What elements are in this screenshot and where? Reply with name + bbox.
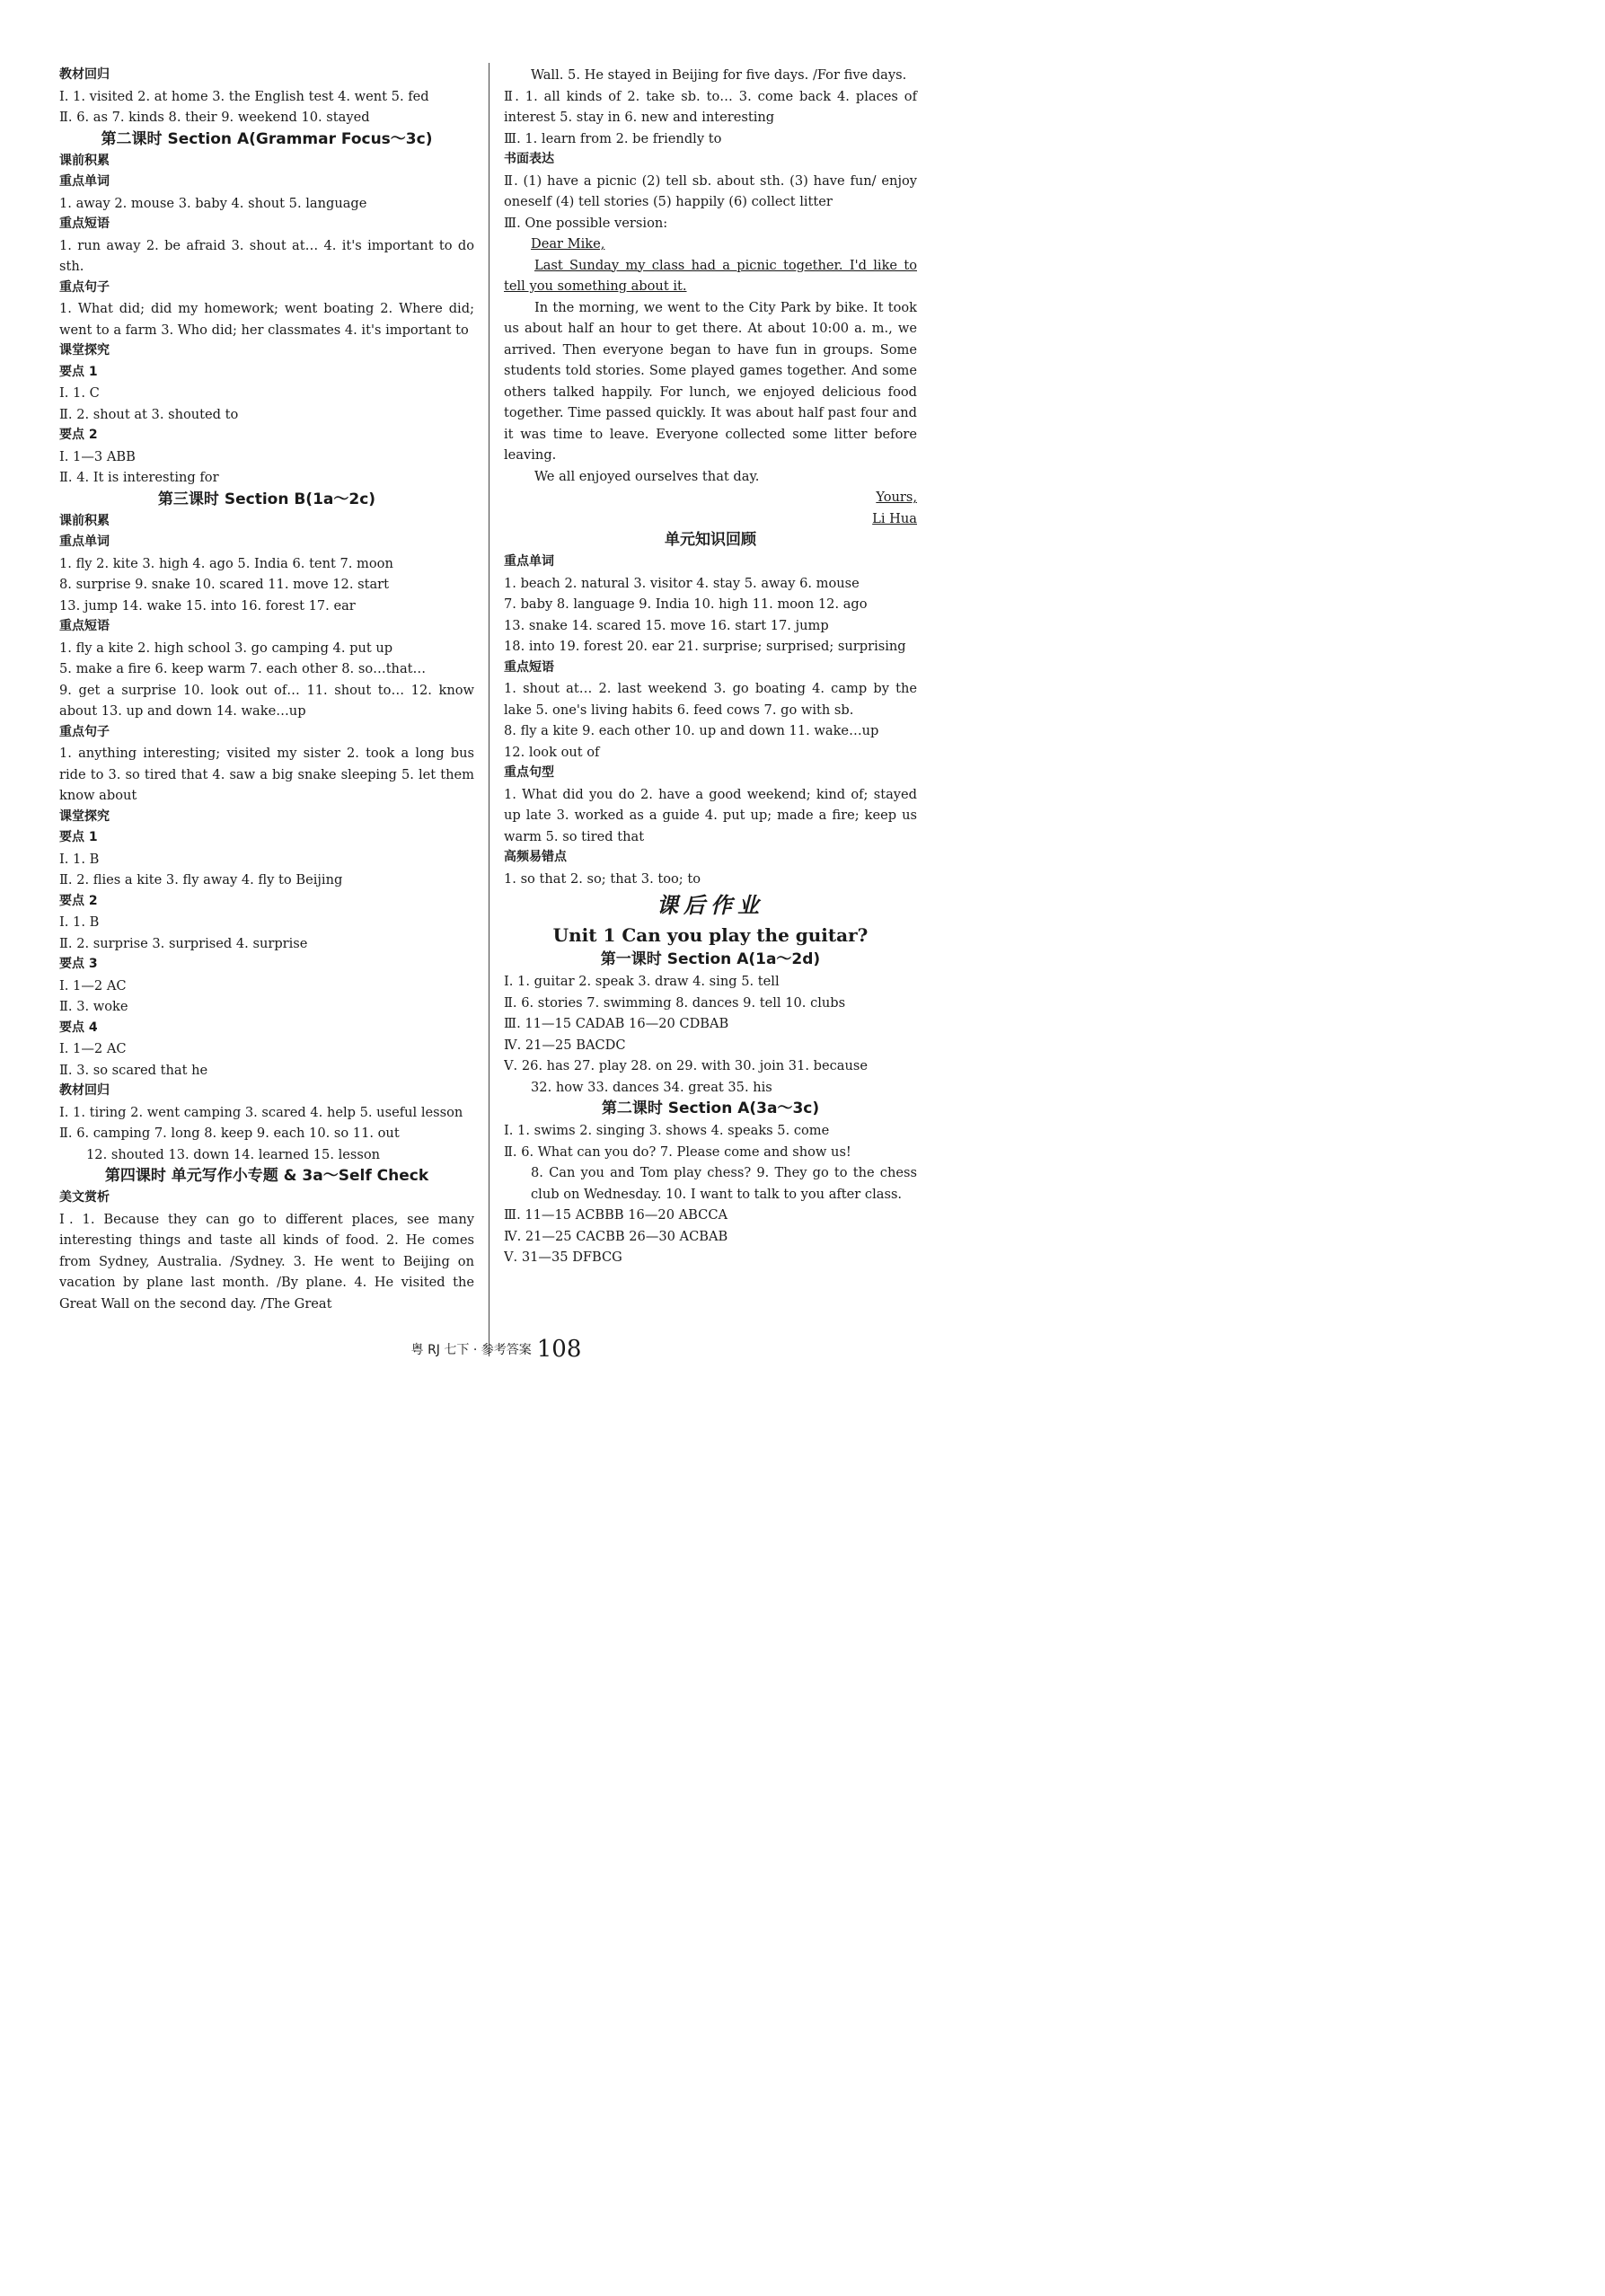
answer-line: Ⅰ. 1. visited 2. at home 3. the English test 4. went 5. fed [59,88,429,104]
footer-label: 粤 RJ 七下 · 参考答案 [410,1343,532,1357]
answer-line: 1. beach 2. natural 3. visitor 4. stay 5. away 6. mouse [504,575,860,591]
letter-signoff [504,508,917,530]
answer-line: Ⅰ. 1—3 ABB [59,448,136,464]
answer-line: 5. make a fire 6. keep warm 7. each other 8. so…that… [59,661,427,676]
answer-line: 1. fly a kite 2. high school 3. go camping 4. put up [59,640,393,656]
section-heading: 要点 3 [59,957,98,971]
lesson-title: 单元知识回顾 [665,531,756,549]
letter-greeting [504,234,917,255]
answer-line: Ⅳ. 21—25 BACDC [504,1037,626,1053]
answer-line: Ⅰ. 1. tiring 2. went camping 3. scared 4. help 5. useful lesson [59,1104,463,1120]
section-heading: 课堂探究 [59,343,110,358]
answer-line: Ⅰ. 1—2 AC [59,1041,127,1056]
answer-paragraph: 1. What did; did my homework; went boating 2. Where did; went to a farm 3. Who did; her classmates 4. it's important to [59,301,474,338]
answer-line: 13. snake 14. scared 15. move 16. start 17. jump [504,617,829,633]
section-heading: 重点单词 [504,554,554,569]
answer-line: Ⅰ. 1—2 AC [59,977,127,993]
answer-line: 1. fly 2. kite 3. high 4. ago 5. India 6. tent 7. moon [59,555,393,571]
answer-paragraph: Ⅰ. 1. Because they can go to different places, see many interesting things and taste all kinds of food. 2. He comes from Sydney, Australia. /Sydney. 3. He went to Beijing on vacation by plane last month. /By plane. 4. He visited the Great Wall on the second day. /The Great [59,1211,474,1311]
section-heading: 重点短语 [59,619,110,633]
answer-line: Ⅰ. 1. B [59,914,100,930]
answer-line: Ⅲ. 11—15 ACBBB 16—20 ABCCA [504,1207,728,1223]
underlined-text: Last Sunday my class had a picnic together. I'd like to tell you something about it. [504,257,917,294]
answer-paragraph: Ⅱ. (1) have a picnic (2) tell sb. about sth. (3) have fun/ enjoy oneself (4) tell stories (5) happily (6) collect litter [504,172,917,209]
answer-line: Ⅰ. 1. C [59,385,100,401]
answer-line: Ⅱ. 4. It is interesting for [59,470,219,485]
page-footer [0,1336,992,1363]
section-heading: 重点句子 [59,724,110,739]
section-heading: 重点句子 [59,279,110,295]
answer-line: 8. fly a kite 9. each other 10. up and down 11. wake…up [504,723,879,738]
section-heading: 要点 2 [59,893,98,908]
answer-paragraph: Wall. 5. He stayed in Beijing for five days. /For five days. [531,67,907,83]
answer-line: Ⅴ. 26. has 27. play 28. on 29. with 30. join 31. because [504,1058,869,1073]
lesson-title: 第三课时 Section B(1a～2c) [157,490,376,508]
answer-paragraph: 1. anything interesting; visited my sister 2. took a long bus ride to 3. so tired that 4. saw a big snake sleeping 5. let them know about [59,746,474,803]
answer-paragraph: 9. get a surprise 10. look out of… 11. shout to… 12. know about 13. up and down 14. wake…up [59,682,474,719]
lesson-title: 第一课时 Section A(1a～2d) [600,950,821,968]
answer-line: Ⅱ. 6. camping 7. long 8. keep 9. each 10. so 11. out [59,1126,400,1141]
answer-line: Ⅱ. 2. surprise 3. surprised 4. surprise [59,935,308,951]
section-heading: 美文赏析 [59,1190,110,1205]
answer-paragraph: Ⅱ. 1. all kinds of 2. take sb. to… 3. come back 4. places of interest 5. stay in 6. new and interesting [504,88,917,125]
section-heading: 课堂探究 [59,808,110,824]
answer-paragraph: 8. Can you and Tom play chess? 9. They go to the chess club on Wednesday. 10. I want to talk to you after class. [531,1165,917,1202]
right-column [504,65,917,1268]
answer-line: 8. surprise 9. snake 10. scared 11. move 12. start [59,577,389,592]
letter-signoff [504,487,917,508]
section-heading: 要点 1 [59,830,98,844]
essay-paragraph: In the morning, we went to the City Park by bike. It took us about half an hour to get there. At about 10:00 a. m., we arrived. Then everyone began to have fun in groups. Some students told stories. Some played games together. And some others talked happily. For lunch, we enjoyed delicious food together. Time passed quickly. It was about half past four and it was time to leave. Everyone collected some litter before leaving. [504,299,917,463]
answer-line: 1. away 2. mouse 3. baby 4. shout 5. language [59,195,367,211]
answer-line: 13. jump 14. wake 15. into 16. forest 17. ear [59,597,356,614]
answer-line: Ⅱ. 6. stories 7. swimming 8. dances 9. tell 10. clubs [504,994,846,1011]
answer-line: 7. baby 8. language 9. India 10. high 11. moon 12. ago [504,596,868,612]
section-heading: 重点单词 [59,534,110,549]
section-heading: 要点 1 [59,364,98,379]
section-heading: 教材回归 [59,67,110,82]
essay-paragraph: We all enjoyed ourselves that day. [534,468,760,484]
lesson-title: 第二课时 Section A(3a～3c) [601,1099,820,1117]
section-heading: 教材回归 [59,1083,110,1098]
section-heading: 重点短语 [504,659,554,675]
answer-paragraph: 18. into 19. forest 20. ear 21. surprise; surprised; surprising [504,639,906,654]
answer-line: 32. how 33. dances 34. great 35. his [531,1079,772,1095]
underlined-text: Li Hua [872,510,917,526]
lesson-title: 第四课时 单元写作小专题 & 3a～Self Check [104,1167,429,1185]
section-heading: 课前积累 [59,513,110,528]
answer-paragraph: 1. What did you do 2. have a good weekend; kind of; stayed up late 3. worked as a guide 4. put up; made a fire; keep us warm 5. so tired that [504,786,917,844]
unit-title: Unit 1 Can you play the guitar? [552,924,869,946]
answer-line: Ⅱ. 6. What can you do? 7. Please come and show us! [504,1144,851,1160]
answer-line: 1. so that 2. so; that 3. too; to [504,870,701,887]
part-title: 课后作业 [657,893,764,918]
essay-paragraph [504,255,917,297]
answer-line: Ⅲ. One possible version: [504,215,668,231]
section-heading: 书面表达 [504,152,554,166]
answer-line: Ⅱ. 2. shout at 3. shouted to [59,406,239,422]
answer-line: Ⅲ. 11—15 CADAB 16—20 CDBAB [504,1016,729,1031]
answer-line: Ⅱ. 3. woke [59,999,128,1014]
answer-line: Ⅱ. 2. flies a kite 3. fly away 4. fly to Beijing [59,872,343,887]
answer-line: Ⅳ. 21—25 CACBB 26—30 ACBAB [504,1228,728,1244]
answer-line: 12. shouted 13. down 14. learned 15. lesson [86,1146,381,1162]
answer-line: Ⅲ. 1. learn from 2. be friendly to [504,130,722,146]
section-heading: 重点单词 [59,174,110,189]
section-heading: 重点短语 [59,216,110,231]
section-heading: 高频易错点 [504,850,567,864]
answer-line: Ⅰ. 1. B [59,851,100,867]
section-heading: 要点 2 [59,428,98,442]
answer-line: 12. look out of [504,744,600,760]
section-heading: 重点句型 [504,765,554,780]
answer-paragraph: 1. shout at… 2. last weekend 3. go boating 4. camp by the lake 5. one's living habits 6. feed cows 7. go with sb. [504,681,917,718]
answer-line: Ⅰ. 1. guitar 2. speak 3. draw 4. sing 5. tell [504,974,780,989]
answer-line: Ⅴ. 31—35 DFBCG [504,1250,622,1265]
page-number: 108 [536,1336,582,1363]
underlined-text: Yours, [876,490,917,505]
answer-line: Ⅱ. 6. as 7. kinds 8. their 9. weekend 10. stayed [59,110,370,125]
section-heading: 课前积累 [59,153,110,168]
left-column [59,65,474,1314]
underlined-text: Dear Mike, [531,236,605,252]
answer-line: Ⅱ. 3. so scared that he [59,1062,208,1078]
answer-key-page [0,0,992,1409]
lesson-title: 第二课时 Section A(Grammar Focus～3c) [101,129,433,148]
section-heading: 要点 4 [59,1020,98,1035]
answer-line: Ⅰ. 1. swims 2. singing 3. shows 4. speaks 5. come [504,1123,830,1138]
answer-paragraph: 1. run away 2. be afraid 3. shout at… 4. it's important to do sth. [59,237,474,274]
